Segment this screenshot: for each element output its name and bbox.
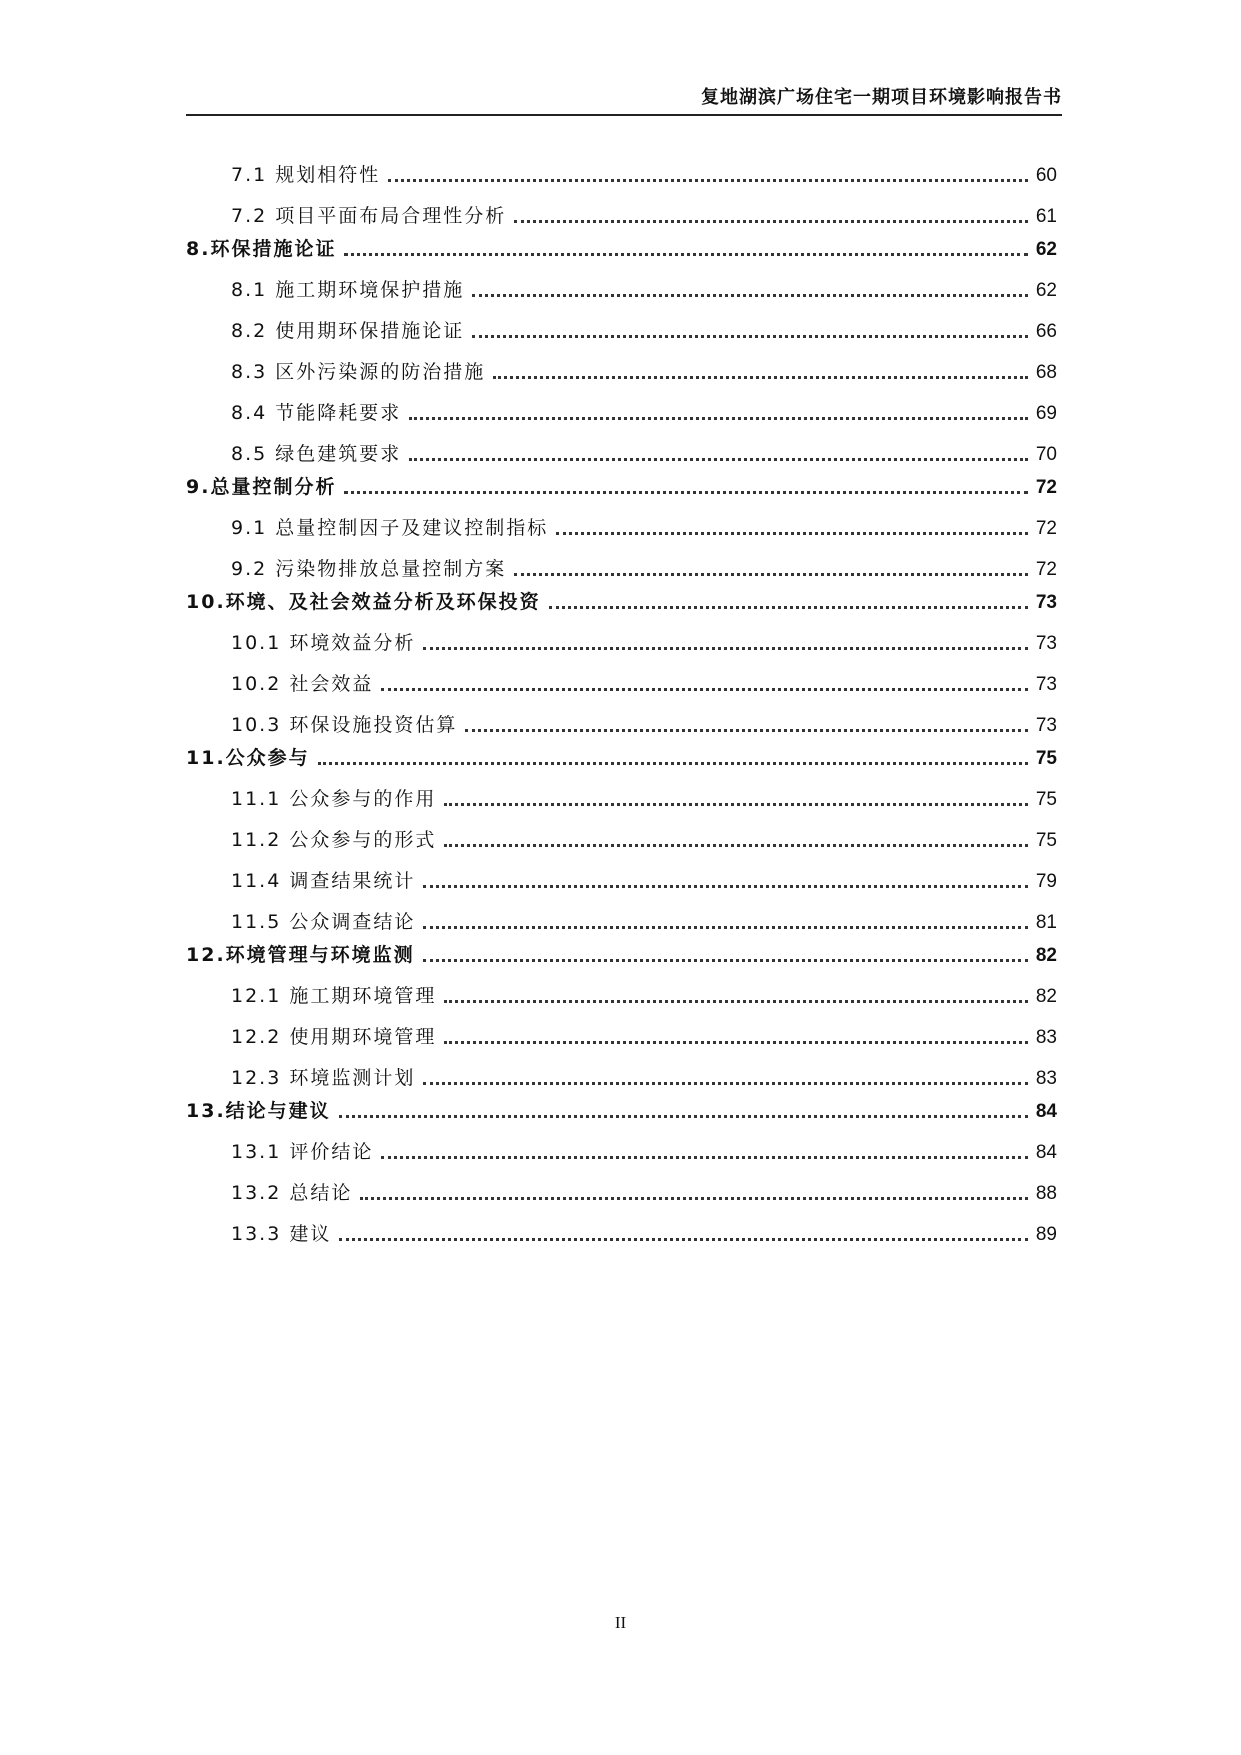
toc-chapter-entry[interactable] — [186, 472, 1057, 499]
toc-dot-leader — [360, 1193, 1028, 1200]
toc-section-entry[interactable] — [231, 784, 1057, 811]
toc-entry-label: 13.结论与建议 — [186, 1100, 331, 1122]
toc-dot-leader — [493, 372, 1028, 379]
toc-section-entry[interactable] — [231, 316, 1057, 343]
toc-entry-page: 75 — [1035, 748, 1057, 769]
toc-entry-page: 82 — [1035, 945, 1057, 966]
toc-chapter-entry[interactable] — [186, 940, 1057, 967]
toc-chapter-entry[interactable] — [186, 234, 1057, 261]
toc-entry-label: 11.1 公众参与的作用 — [231, 788, 437, 810]
toc-entry-page: 72 — [1035, 518, 1057, 539]
toc-entry-page: 79 — [1035, 871, 1057, 892]
toc-entry-label: 7.1 规划相符性 — [231, 164, 381, 186]
toc-section-entry[interactable] — [231, 669, 1057, 696]
toc-dot-leader — [344, 487, 1027, 494]
toc-chapter-entry[interactable] — [186, 743, 1057, 770]
toc-entry-label: 7.2 项目平面布局合理性分析 — [231, 205, 507, 227]
toc-dot-leader — [556, 528, 1028, 535]
toc-section-entry[interactable] — [231, 1178, 1057, 1205]
toc-dot-leader — [549, 602, 1028, 609]
toc-chapter-entry[interactable] — [186, 587, 1057, 614]
toc-section-entry[interactable] — [231, 1137, 1057, 1164]
toc-entry-label: 8.3 区外污染源的防治措施 — [231, 361, 486, 383]
toc-section-entry[interactable] — [231, 981, 1057, 1008]
toc-entry-page: 73 — [1035, 715, 1057, 736]
toc-entry-label: 8.4 节能降耗要求 — [231, 402, 402, 424]
toc-entry-page: 62 — [1035, 280, 1057, 301]
toc-entry-label: 12.2 使用期环境管理 — [231, 1026, 437, 1048]
toc-dot-leader — [344, 249, 1027, 256]
toc-dot-leader — [381, 1152, 1028, 1159]
toc-entry-page: 73 — [1035, 674, 1057, 695]
toc-section-entry[interactable] — [231, 398, 1057, 425]
toc-dot-leader — [423, 643, 1028, 650]
document-header — [186, 86, 1062, 116]
toc-section-entry[interactable] — [231, 825, 1057, 852]
toc-dot-leader — [318, 758, 1028, 765]
toc-entry-page: 69 — [1035, 403, 1057, 424]
toc-dot-leader — [465, 725, 1028, 732]
toc-entry-page: 81 — [1035, 912, 1057, 933]
toc-section-entry[interactable] — [231, 866, 1057, 893]
toc-dot-leader — [423, 881, 1028, 888]
toc-dot-leader — [444, 996, 1028, 1003]
toc-dot-leader — [339, 1234, 1028, 1241]
toc-entry-page: 84 — [1035, 1101, 1057, 1122]
toc-entry-page: 73 — [1035, 592, 1057, 613]
toc-entry-label: 11.公众参与 — [186, 747, 310, 769]
toc-entry-page: 88 — [1035, 1183, 1057, 1204]
toc-dot-leader — [423, 1078, 1028, 1085]
toc-section-entry[interactable] — [231, 710, 1057, 737]
toc-entry-label: 8.环保措施论证 — [186, 238, 337, 260]
toc-entry-page: 75 — [1035, 789, 1057, 810]
toc-entry-label: 9.2 污染物排放总量控制方案 — [231, 558, 507, 580]
toc-entry-page: 62 — [1035, 239, 1057, 260]
toc-dot-leader — [514, 216, 1028, 223]
toc-entry-label: 10.2 社会效益 — [231, 673, 374, 695]
toc-entry-page: 84 — [1035, 1142, 1057, 1163]
toc-chapter-entry[interactable] — [186, 1096, 1057, 1123]
toc-entry-label: 10.3 环保设施投资估算 — [231, 714, 458, 736]
toc-dot-leader — [444, 799, 1028, 806]
toc-entry-page: 68 — [1035, 362, 1057, 383]
toc-dot-leader — [339, 1111, 1028, 1118]
header-title: 复地湖滨广场住宅一期项目环境影响报告书 — [701, 87, 1062, 108]
toc-section-entry[interactable] — [231, 160, 1057, 187]
toc-section-entry[interactable] — [231, 1219, 1057, 1246]
toc-dot-leader — [423, 955, 1028, 962]
toc-entry-page: 66 — [1035, 321, 1057, 342]
toc-entry-label: 12.环境管理与环境监测 — [186, 944, 415, 966]
page-number: II — [614, 1613, 627, 1632]
toc-entry-label: 11.2 公众参与的形式 — [231, 829, 437, 851]
toc-entry-label: 13.2 总结论 — [231, 1182, 353, 1204]
toc-section-entry[interactable] — [231, 513, 1057, 540]
toc-entry-label: 9.1 总量控制因子及建议控制指标 — [231, 517, 549, 539]
toc-entry-label: 13.1 评价结论 — [231, 1141, 374, 1163]
toc-entry-page: 73 — [1035, 633, 1057, 654]
toc-dot-leader — [444, 840, 1028, 847]
toc-entry-label: 11.4 调查结果统计 — [231, 870, 416, 892]
toc-section-entry[interactable] — [231, 275, 1057, 302]
toc-section-entry[interactable] — [231, 439, 1057, 466]
toc-section-entry[interactable] — [231, 1022, 1057, 1049]
toc-entry-label: 9.总量控制分析 — [186, 476, 337, 498]
toc-entry-label: 13.3 建议 — [231, 1223, 332, 1245]
toc-entry-page: 82 — [1035, 986, 1057, 1007]
toc-dot-leader — [514, 569, 1028, 576]
toc-entry-label: 8.5 绿色建筑要求 — [231, 443, 402, 465]
toc-entry-label: 10.环境、及社会效益分析及环保投资 — [186, 591, 541, 613]
toc-dot-leader — [472, 331, 1028, 338]
toc-section-entry[interactable] — [231, 907, 1057, 934]
toc-entry-page: 70 — [1035, 444, 1057, 465]
toc-dot-leader — [381, 684, 1028, 691]
toc-dot-leader — [444, 1037, 1028, 1044]
toc-entry-label: 8.1 施工期环境保护措施 — [231, 279, 465, 301]
toc-entry-page: 89 — [1035, 1224, 1057, 1245]
toc-dot-leader — [388, 175, 1028, 182]
toc-entry-page: 60 — [1035, 165, 1057, 186]
toc-dot-leader — [423, 922, 1028, 929]
toc-entry-page: 72 — [1035, 477, 1057, 498]
toc-dot-leader — [409, 454, 1028, 461]
toc-entry-label: 12.3 环境监测计划 — [231, 1067, 416, 1089]
toc-entry-page: 83 — [1035, 1068, 1057, 1089]
toc-section-entry[interactable] — [231, 357, 1057, 384]
toc-dot-leader — [409, 413, 1028, 420]
toc-section-entry[interactable] — [231, 628, 1057, 655]
toc-entry-label: 11.5 公众调查结论 — [231, 911, 416, 933]
toc-entry-page: 61 — [1035, 206, 1057, 227]
toc-entry-label: 8.2 使用期环保措施论证 — [231, 320, 465, 342]
toc-entry-page: 72 — [1035, 559, 1057, 580]
toc-section-entry[interactable] — [231, 201, 1057, 228]
toc-section-entry[interactable] — [231, 1063, 1057, 1090]
toc-entry-page: 75 — [1035, 830, 1057, 851]
toc-section-entry[interactable] — [231, 554, 1057, 581]
toc-entry-page: 83 — [1035, 1027, 1057, 1048]
toc-entry-label: 10.1 环境效益分析 — [231, 632, 416, 654]
toc-entry-label: 12.1 施工期环境管理 — [231, 985, 437, 1007]
toc-dot-leader — [472, 290, 1028, 297]
